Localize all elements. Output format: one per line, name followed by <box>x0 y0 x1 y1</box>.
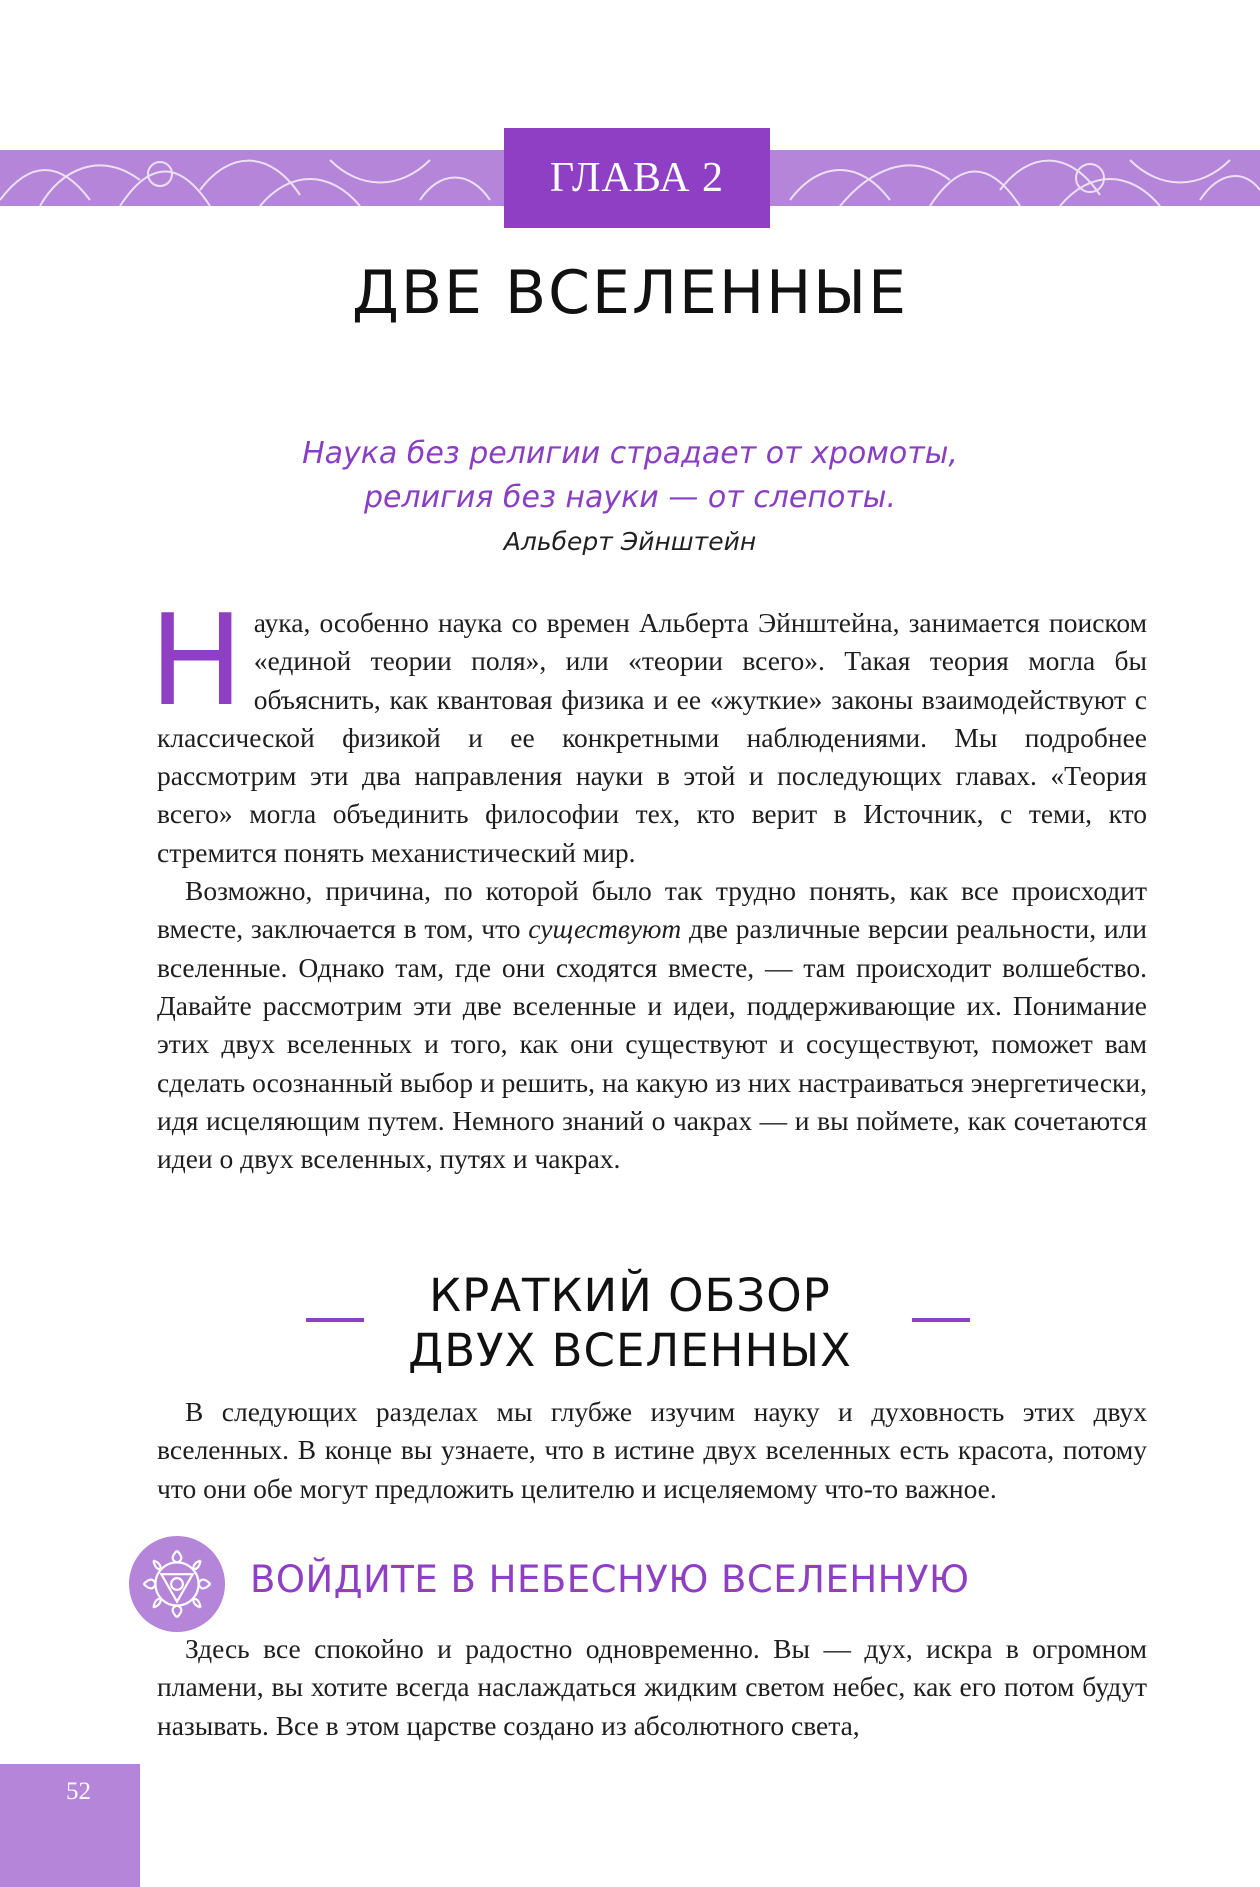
chapter-label: ГЛАВА 2 <box>504 128 770 228</box>
intro-text <box>149 587 1147 1178</box>
intro-paragraph-2 <box>157 872 1147 1178</box>
epigraph-line-2: религия без науки — от слепоты. <box>363 480 897 515</box>
section-title-line-2: ДВУХ ВСЕЛЕННЫХ <box>408 1324 852 1377</box>
intro-paragraph-2-b: две различные версии реальности, или вселенные. Однако там, где они сходятся вместе, — там происходит волшебство. Давайте рассмотрим эти две вселенные и идеи, поддерживающие их. Понимание этих двух вселенных и того, как они существуют и сосуществуют, поможет вам сделать осознанный выбор и решить, на какую из них настраиваться энергетически, идя исцеляющим путем. Немного знаний о чакрах — и вы поймете, как сочетаются идеи о двух вселенных, путях и чакрах. <box>157 913 1147 1175</box>
section-paragraph: В следующих разделах мы глубже изучим науку и духовность этих двух вселенных. В конце вы узнаете, что в истине двух вселенных есть красота, потому что они обе могут предложить целителю и исцеляемому что-то важное. <box>157 1396 1147 1504</box>
drop-cap: Н <box>149 587 244 734</box>
section-heading <box>0 1268 1260 1378</box>
throat-chakra-icon <box>128 1535 226 1633</box>
subsection-title: ВОЙДИТЕ В НЕБЕСНУЮ ВСЕЛЕННУЮ <box>250 1558 970 1601</box>
section-title-line-1: КРАТКИЙ ОБЗОР <box>429 1269 831 1322</box>
intro-paragraph-2-a: Возможно, причина, по которой было так трудно понять, как все происходит вместе, заключается в том, что <box>157 875 1147 945</box>
epigraph-quote <box>0 432 1260 520</box>
heading-dash-right <box>912 1318 970 1322</box>
page-number: 52 <box>66 1778 91 1805</box>
intro-paragraph-2-em: существуют <box>528 913 682 945</box>
intro-paragraph-1 <box>149 587 1147 872</box>
epigraph-author: Альберт Эйнштейн <box>503 527 757 556</box>
section-text <box>157 1393 1147 1508</box>
subsection-text <box>157 1630 1147 1745</box>
intro-paragraph-1-text: аука, особенно наука со времен Альберта Эйнштейна, занимается поиском «единой теории поля», или «теории всего». Такая теория могла бы объяснить, как квантовая физика и ее «жуткие» законы взаимодействуют с классической физикой и ее конкретными наблюдениями. Мы подробнее рассмотрим эти два направления науки в этой и последующих главах. «Теория всего» могла объединить философии тех, кто верит в Источник, с теми, кто стремится понять механистический мир. <box>157 607 1147 868</box>
section-title <box>0 1268 1260 1378</box>
subsection-paragraph: Здесь все спокойно и радостно одновременно. Вы — дух, искра в огромном пламени, вы хотите всегда наслаждаться жидким светом небес, как его потом будут называть. Все в этом царстве создано из абсолютного света, <box>157 1633 1147 1741</box>
epigraph-line-1: Наука без религии страдает от хромоты, <box>302 436 958 471</box>
page-title: ДВЕ ВСЕЛЕННЫЕ <box>351 258 909 328</box>
